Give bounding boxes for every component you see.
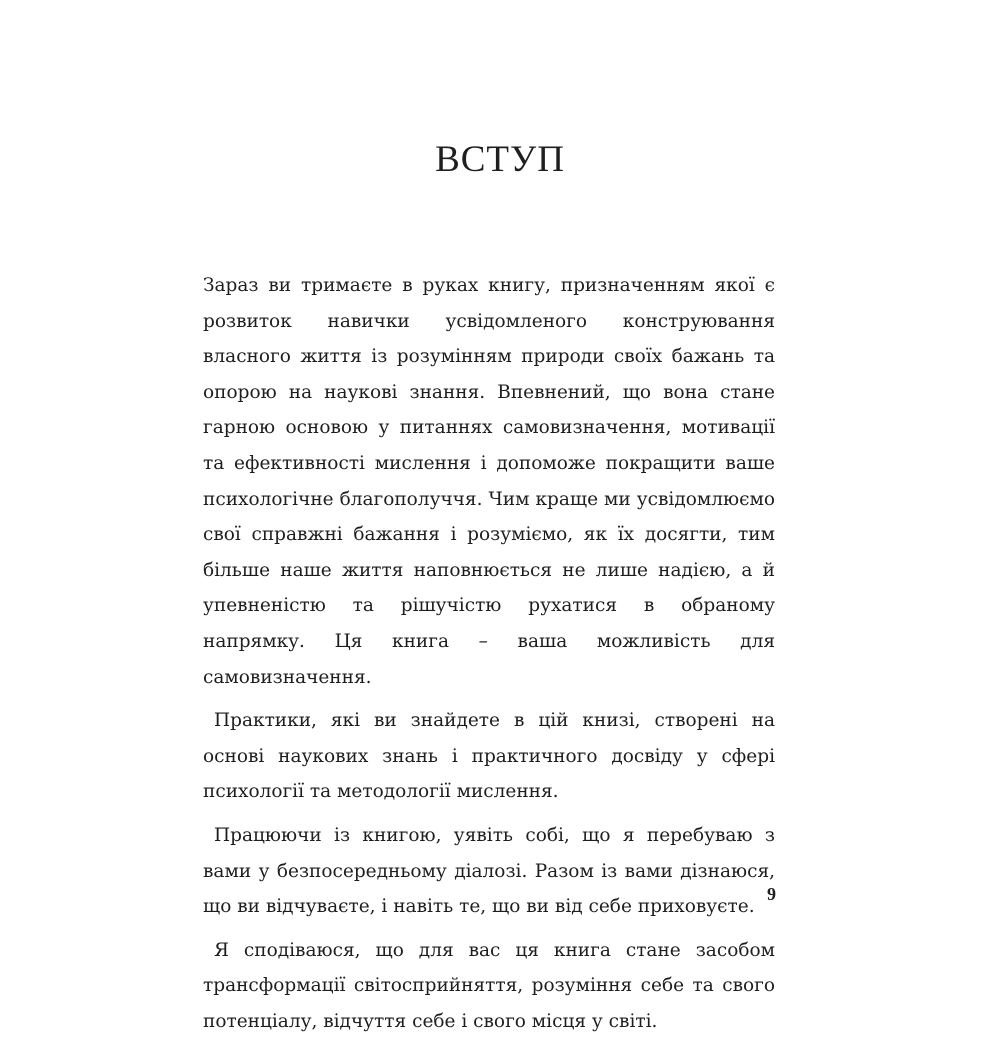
paragraph-4: Я сподіваюся, що для вас ця книга стане засобом трансформації світосприйняття, розуміння себе та свого потенціалу, відчуття себе і свого місця у світі. xyxy=(203,939,775,1032)
paragraph-2: Практики, які ви знайдете в цій книзі, створені на основі наукових знань і практичного досвіду у сфері психології та методології мислення. xyxy=(203,710,775,803)
chapter-heading: ВСТУП xyxy=(435,139,565,180)
page-number: 9 xyxy=(767,884,776,904)
body-text xyxy=(203,268,775,1047)
paragraph-3: Працюючи із книгою, уявіть собі, що я перебуваю з вами у безпосередньому діалозі. Разом із вами дізнаюся, що ви відчуваєте, і навіть те, що ви від себе приховуєте. xyxy=(203,824,775,918)
paragraph-1: Зараз ви тримаєте в руках книгу, призначенням якої є розвиток навички усвідомленого конструювання власного життя із розумінням природи своїх бажань та опорою на наукові знання. Впевнений, що вона стане гарною основою у питаннях самовизначення, мотивації та ефективності мислення і допоможе покращити ваше психологічне благополуччя. Чим краще ми усвідомлюємо свої справжні бажання і розуміємо, як їх досягти, тим більше наше життя наповнюється не лише надією, а й упевненістю та рішучістю рухатися в обраному напрямку. Ця книга – ваша можливість для самовизначення. xyxy=(203,275,775,688)
